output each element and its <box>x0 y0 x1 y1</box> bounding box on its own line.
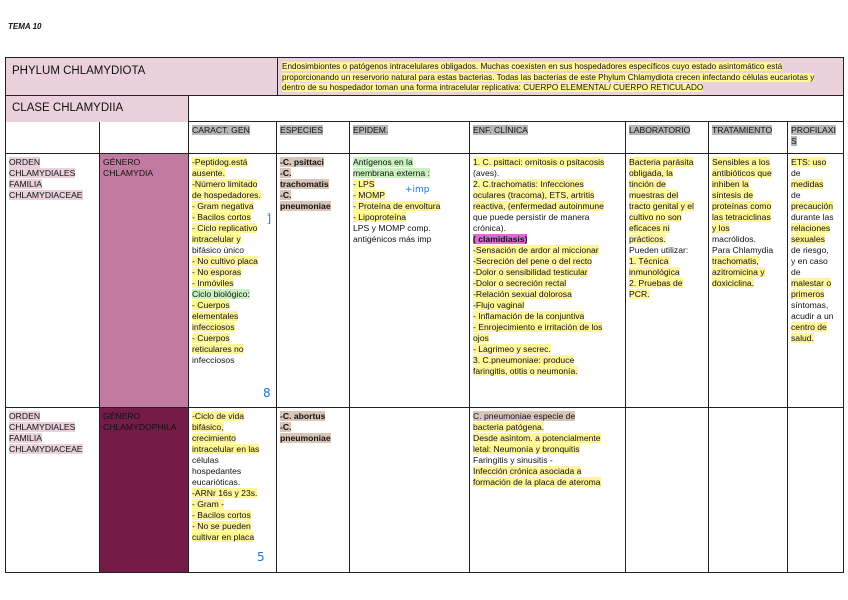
phylum-description-text: Endosimbiontes o patógenos intracelulares obligados. Muchas coexisten en sus hospedadores específicos cuyo estado asintomático está proporcionando un reservorio natural para estas bacterias. Todas las bacterias de este Phylum Chlamydiota crecen infectando células eucariotas y dentro de su hospedador toman una forma intracelular replicativa: CUERPO ELEMENTAL/ CUERPO RETICULADO <box>282 62 815 93</box>
header-profilaxis: PROFILAXIS <box>788 122 843 154</box>
page-title: TEMA 10 <box>8 22 42 31</box>
row1-caract: -Peptidog.está ausente. -Número limitado de hospedadores. - Gram negativa - Bacilos cortos - Ciclo replicativo intracelular y bifásico único - No cultivo placa - No esporas - Inmóviles Ciclo biológico: - Cuerpos elementales infecciosos - Cuerpos reticulares no infecciosos ⦐ 8 <box>189 154 277 408</box>
header-epidem: EPIDEM. <box>350 122 470 154</box>
row2-enf-clinica: C. pneumoniae especie de bacteria patógena. Desde asintom. a potencialmente letal: Neumonía y bronquitis Faringitis y sinusitis - Infección crónica asociada a formación de la placa de ateroma <box>470 408 626 572</box>
handwritten-count: 8 <box>263 386 271 400</box>
row2-tratamiento <box>709 408 788 572</box>
phylum-label: PHYLUM CHLAMYDIOTA <box>6 58 278 96</box>
row1-tratamiento: Sensibles a los antibióticos que inhiben la síntesis de proteínas como las tetraciclinas y los macrólidos. Para Chlamydia trachomatis, azitromicina y doxiciclina. <box>709 154 788 408</box>
row2-laboratorio <box>626 408 709 572</box>
row2-epidem <box>350 408 470 572</box>
handwritten-plus-imp: +imp <box>405 185 430 195</box>
row1-laboratorio: Bacteria parásita obligada, la tinción de muestras del tracto genital y el cultivo no son eficaces ni prácticos. Pueden utilizar: 1. Técnica inmunológica 2. Pruebas de PCR. <box>626 154 709 408</box>
handwritten-bracket-icon: ⦐ <box>267 211 272 226</box>
handwritten-count-2: 5 <box>257 550 265 564</box>
header-laboratorio: LABORATORIO <box>626 122 709 154</box>
header-empty-orden <box>6 122 100 154</box>
row1-orden: ORDEN CHLAMYDIALES FAMILIA CHLAMYDIACEAE <box>6 154 100 408</box>
row2-genero: GÉNERO CHLAMYDOPHILA <box>100 408 189 572</box>
header-empty-genero <box>100 122 189 154</box>
phylum-table <box>5 57 844 122</box>
header-caract: CARACT. GEN <box>189 122 277 154</box>
header-enf-clinica: ENF. CLÍNICA <box>470 122 626 154</box>
row1-profilaxis: ETS: uso de medidas de precaución durante las relaciones sexuales de riesgo, y en caso de malestar o primeros síntomas, acudir a un centro de salud. <box>788 154 843 408</box>
row1-enf-clinica: 1. C. psittaci: ornitosis o psitacosis (aves). 2. C.trachomatis: Infecciones oculares (tracoma), ETS, artritis reactiva, (enfermedad autoinmune que puede persistir de manera crónica). ( clamidiasis) -Sensación de ardor al miccionar -Secreción del pene o del recto -Dolor o sensibilidad testicular -Dolor o secreción rectal -Relación sexual dolorosa -Flujo vaginal - Inflamación de la conjuntiva - Enrojecimiento e irritación de los ojos - Lagrimeo y secrec. 3. C.pneumoniae: produce faringitis, otitis o neumonía. <box>470 154 626 408</box>
row1-genero: GÉNERO CHLAMYDIA <box>100 154 189 408</box>
row1-especies: -C. psittaci -C. trachomatis -C. pneumoniae <box>277 154 350 408</box>
row2-caract: -Ciclo de vida bifásico, crecimiento intracelular en las células hospedantes eucarióticas. -ARNr 16s y 23s. - Gram - - Bacilos cortos - No se pueden cultivar en placa 5 <box>189 408 277 572</box>
header-tratamiento: TRATAMIENTO <box>709 122 788 154</box>
row1-epidem: Antígenos en la membrana externa : - LPS - MOMP - Proteína de envoltura - Lipoproteína LPS y MOMP comp. antigénicos más imp +imp <box>350 154 470 408</box>
row2-profilaxis <box>788 408 843 572</box>
clase-label: CLASE CHLAMYDIIA <box>6 96 189 122</box>
phylum-description <box>278 58 843 96</box>
main-table <box>5 122 844 573</box>
clase-empty <box>189 96 843 122</box>
row2-orden: ORDEN CHLAMYDIALES FAMILIA CHLAMYDIACEAE <box>6 408 100 572</box>
row2-especies: -C. abortus -C. pneumoniae <box>277 408 350 572</box>
header-especies: ESPECIES <box>277 122 350 154</box>
